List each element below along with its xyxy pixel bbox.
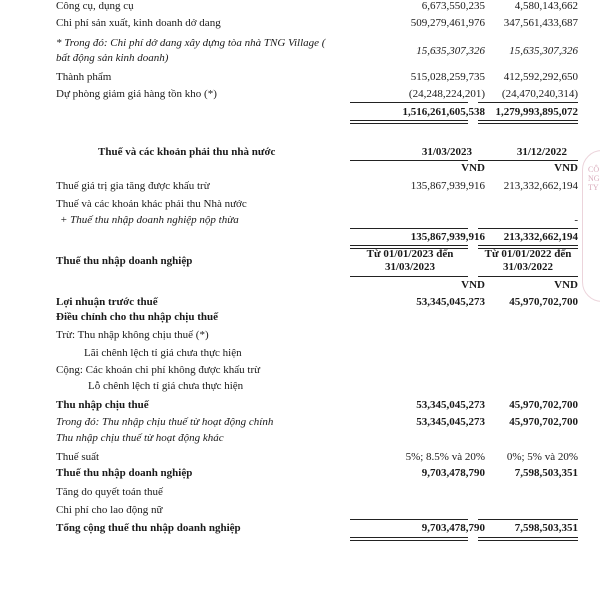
value-col1: 509,279,461,976	[410, 17, 485, 29]
tax-receivable-header	[0, 146, 600, 160]
value-col2: 7,598,503,351	[514, 522, 578, 534]
value-col1: 53,345,045,273	[416, 416, 485, 428]
total-double-rule-col1	[350, 120, 468, 124]
subtotal-rule-col2	[478, 519, 578, 520]
value-col1: 9,703,478,790	[421, 522, 485, 534]
subtotal-rule-col2	[478, 228, 578, 229]
unit-col1: VND	[461, 279, 485, 291]
row-label: Thuế suất	[56, 451, 100, 463]
period-col1-line2: 31/03/2023	[384, 261, 436, 273]
total-col2: 213,332,662,194	[503, 231, 578, 243]
inventory-row-wip	[0, 17, 600, 31]
period-col2-line2: 31/03/2022	[502, 261, 554, 273]
subtotal-rule-col1	[350, 102, 468, 103]
unit-col2: VND	[554, 162, 578, 174]
cit-row-female-labor	[0, 504, 600, 518]
period-col2	[478, 248, 578, 274]
value-col2: -	[574, 214, 578, 226]
header-rule-col1	[350, 276, 468, 277]
value-col2: (24,470,240,314)	[501, 88, 578, 100]
row-label: Thu nhập chịu thuế	[56, 399, 149, 411]
inventory-row-tools	[0, 0, 600, 14]
cit-row-taxable-income	[0, 399, 600, 413]
cit-row-tax-rate	[0, 451, 600, 465]
total-double-rule-col2	[478, 120, 578, 124]
tax-receivable-total-row	[0, 231, 600, 245]
total-col2: 1,279,993,895,072	[495, 106, 578, 118]
value-col1: 53,345,045,273	[416, 399, 485, 411]
period-col1-line1: Từ 01/01/2023 đến	[366, 248, 454, 260]
cit-row-add-nondeductible	[0, 364, 600, 378]
cit-row-other-activity	[0, 432, 600, 446]
cit-row-main-activity	[0, 416, 600, 430]
row-label: Tổng cộng thuế thu nhập doanh nghiệp	[56, 522, 241, 534]
unit-col1: VND	[461, 162, 485, 174]
tax-receivable-row-cit-overpaid	[0, 214, 600, 228]
value-col1: 515,028,259,735	[410, 71, 485, 83]
value-col1: 5%; 8.5% và 20%	[405, 451, 485, 463]
value-col2: 347,561,433,687	[503, 17, 578, 29]
date-col2: 31/12/2022	[516, 146, 567, 158]
value-col1: 6,673,550,235	[421, 0, 485, 12]
row-label: Trừ: Thu nhập không chịu thuế (*)	[56, 329, 209, 341]
section-title: Thuế và các khoản phải thu nhà nước	[98, 146, 276, 158]
row-label: Chi phí sản xuất, kinh doanh dở dang	[56, 17, 221, 29]
value-col1: 53,345,045,273	[416, 296, 485, 308]
inventory-row-wip-detail-values	[0, 45, 600, 59]
cit-row-total	[0, 522, 600, 536]
tax-receivable-row-other	[0, 198, 600, 212]
row-label: * Trong đó: Chi phí dở dang xây dựng tòa nhà TNG Village (	[56, 37, 326, 49]
period-col2-line1: Từ 01/01/2022 đến	[484, 248, 572, 260]
value-col1: 135,867,939,916	[410, 180, 485, 192]
value-col2: 4,580,143,662	[514, 0, 578, 12]
tax-receivable-row-vat	[0, 180, 600, 194]
section-title: Thuế thu nhập doanh nghiệp	[56, 255, 193, 267]
date-col1: 31/03/2023	[421, 146, 472, 158]
inventory-total-row	[0, 106, 600, 120]
row-label: Lợi nhuận trước thuế	[56, 296, 158, 308]
row-label: Trong đó: Thu nhập chịu thuế từ hoạt động chính	[56, 416, 274, 428]
row-label: Tăng do quyết toán thuế	[56, 486, 163, 498]
value-col2: 45,970,702,700	[509, 399, 578, 411]
row-label: Chi phí cho lao động nữ	[56, 504, 163, 516]
row-label: Dự phòng giảm giá hàng tồn kho (*)	[56, 88, 217, 100]
subtotal-rule-col1	[350, 519, 468, 520]
cit-row-fx-loss	[0, 380, 600, 394]
inventory-row-provision	[0, 88, 600, 102]
value-col2: 412,592,292,650	[503, 71, 578, 83]
cit-row-profit-before-tax	[0, 296, 600, 310]
cit-unit-row	[0, 279, 600, 293]
row-label: Lãi chênh lệch tỉ giá chưa thực hiện	[84, 347, 242, 359]
value-col2: 7,598,503,351	[514, 467, 578, 479]
value-col2: 15,635,307,326	[509, 45, 578, 57]
row-label: Cộng: Các khoản chi phí không được khấu trừ	[56, 364, 261, 376]
subtotal-rule-col2	[478, 102, 578, 103]
cit-row-less-nontaxable	[0, 329, 600, 343]
row-label: Điều chỉnh cho thu nhập chịu thuế	[56, 311, 218, 323]
row-label: Lỗ chênh lệch tỉ giá chưa thực hiện	[88, 380, 244, 392]
row-label: Thuế thu nhập doanh nghiệp	[56, 467, 193, 479]
header-rule-col2	[478, 160, 578, 161]
value-col2: 213,332,662,194	[503, 180, 578, 192]
company-seal-text: CÔNG TY	[588, 165, 600, 192]
subtotal-rule-col1	[350, 228, 468, 229]
row-label: Thuế giá trị gia tăng được khấu trừ	[56, 180, 210, 192]
value-col1: 9,703,478,790	[421, 467, 485, 479]
period-col1	[355, 248, 465, 274]
value-col1: (24,248,224,201)	[408, 88, 485, 100]
cit-row-adjustments	[0, 311, 600, 325]
inventory-row-finished	[0, 71, 600, 85]
value-col1: 15,635,307,326	[416, 45, 485, 57]
row-label: bất động sản kinh doanh)	[56, 52, 169, 64]
value-col2: 45,970,702,700	[509, 296, 578, 308]
row-label: + Thuế thu nhập doanh nghiệp nộp thừa	[60, 214, 239, 226]
tax-receivable-unit	[0, 162, 600, 176]
row-label: Công cụ, dụng cụ	[56, 0, 134, 12]
total-col1: 135,867,939,916	[410, 231, 485, 243]
cit-row-cit	[0, 467, 600, 481]
cit-row-increase-settlement	[0, 486, 600, 500]
row-label: Thuế và các khoản khác phải thu Nhà nước	[56, 198, 247, 210]
row-label: Thu nhập chịu thuế từ hoạt động khác	[56, 432, 224, 444]
total-double-rule-col2	[478, 537, 578, 541]
row-label: Thành phẩm	[56, 71, 112, 83]
header-rule-col1	[350, 160, 468, 161]
value-col2: 45,970,702,700	[509, 416, 578, 428]
cit-row-fx-gain	[0, 347, 600, 361]
total-double-rule-col1	[350, 537, 468, 541]
unit-col2: VND	[554, 279, 578, 291]
value-col2: 0%; 5% và 20%	[506, 451, 578, 463]
header-rule-col2	[478, 276, 578, 277]
total-col1: 1,516,261,605,538	[402, 106, 485, 118]
